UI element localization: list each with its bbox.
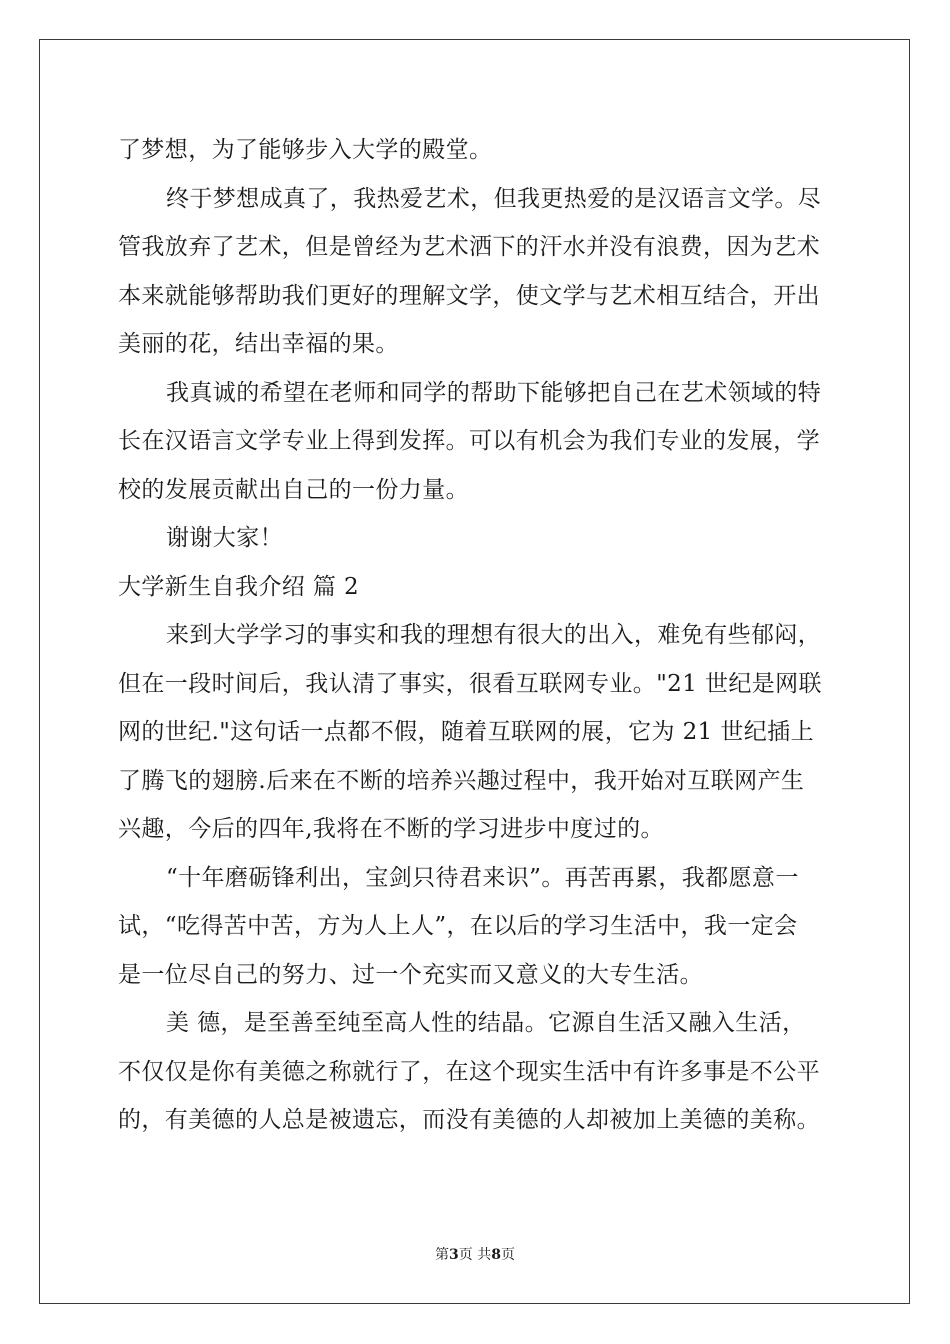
paragraph xyxy=(118,369,834,515)
document-body xyxy=(118,126,834,1145)
text-line: 是一位尽自己的努力、过一个充实而又意义的大专生活。 xyxy=(118,961,703,988)
paragraph xyxy=(118,999,834,1145)
text-line: 美 德，是至善至纯至高人性的结晶。它源自生活又融入生活， xyxy=(166,1010,806,1036)
text-line: 本来就能够帮助我们更好的理解文学，使文学与艺术相互结合，开出 xyxy=(118,282,820,309)
paragraph xyxy=(118,514,834,563)
text-line: 长在汉语言文学专业上得到发挥。可以有机会为我们专业的发展，学 xyxy=(118,428,820,454)
paragraph xyxy=(118,126,834,175)
footer-prefix: 第 xyxy=(435,1247,450,1263)
section-heading xyxy=(118,563,834,612)
text-line: 来到大学学习的事实和我的理想有很大的出入，难免有些郁闷， xyxy=(166,622,822,648)
text-line: 我真诚的希望在老师和同学的帮助下能够把自己在艺术领域的特 xyxy=(166,379,822,406)
text-line: “十年磨砺锋利出，宝剑只待君来识”。再苦再累，我都愿意一 xyxy=(166,864,799,891)
text-line: 了腾飞的翅膀.后来在不断的培养兴趣过程中，我开始对互联网产生 xyxy=(118,767,805,794)
text-line: 美丽的花，结出幸福的果。 xyxy=(118,331,399,357)
text-line: 的，有美德的人总是被遗忘，而没有美德的人却被加上美德的美称。 xyxy=(118,1107,820,1133)
text-line: 试，“吃得苦中苦，方为人上人”，在以后的学习生活中，我一定会 xyxy=(118,913,798,939)
paragraph xyxy=(118,175,834,369)
text-line: 了梦想，为了能够步入大学的殿堂。 xyxy=(118,137,493,163)
footer-mid: 页 共 xyxy=(458,1247,492,1263)
text-line: 终于梦想成真了，我热爱艺术，但我更热爱的是汉语言文学。尽 xyxy=(166,185,822,212)
text-line: 谢谢大家！ xyxy=(166,525,283,551)
text-line: 不仅仅是你有美德之称就行了，在这个现实生活中有许多事是不公平 xyxy=(118,1058,820,1085)
text-line: 但在一段时间后，我认清了事实，很看互联网专业。"21 世纪是网联 xyxy=(118,670,822,697)
paragraph xyxy=(118,611,834,854)
total-page-count: 8 xyxy=(491,1247,501,1263)
text-line: 大学新生自我介绍 篇 2 xyxy=(118,573,360,600)
footer-suffix: 页 xyxy=(500,1247,515,1263)
text-line: 网的世纪."这句话一点都不假，随着互联网的展，它为 21 世纪插上 xyxy=(118,719,814,745)
text-line: 管我放弃了艺术，但是曾经为艺术洒下的汗水并没有浪费，因为艺术 xyxy=(118,234,820,260)
paragraph xyxy=(118,854,834,1000)
text-line: 校的发展贡献出自己的一份力量。 xyxy=(118,476,469,503)
page-footer xyxy=(0,1244,950,1264)
current-page-number: 3 xyxy=(449,1247,459,1263)
text-line: 兴趣，今后的四年,我将在不断的学习进步中度过的。 xyxy=(118,816,664,842)
